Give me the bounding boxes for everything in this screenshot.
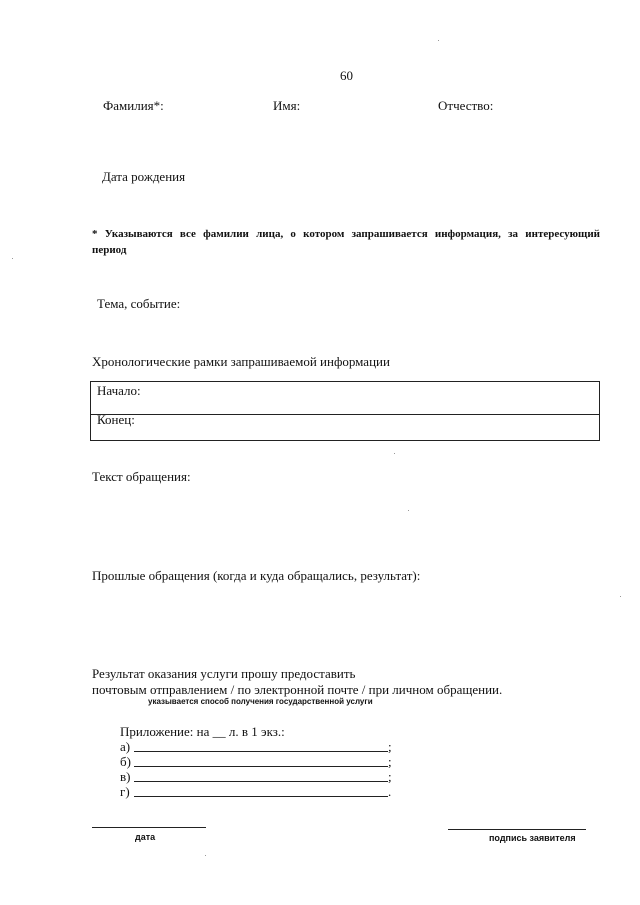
name-label: Имя:	[273, 98, 301, 113]
chrono-table	[90, 381, 600, 441]
previous-requests-label: Прошлые обращения (когда и куда обращались, результат):	[92, 568, 421, 583]
result-line-1: Результат оказания услуги прошу предоставить	[92, 666, 356, 681]
footnote-line-1: * Указываются все фамилии лица, о котором запрашивается информация, за интересующий	[92, 228, 600, 240]
result-hint: указывается способ получения государственной услуги	[148, 697, 373, 706]
birth-date-label: Дата рождения	[102, 169, 186, 184]
attachment-item-end: .	[388, 784, 392, 799]
attachment-line[interactable]	[134, 751, 388, 752]
applicant-signature-caption: подпись заявителя	[489, 833, 576, 843]
attachment-item-end: ;	[388, 739, 392, 754]
chrono-start-label: Начало:	[97, 383, 141, 398]
patronymic-label: Отчество:	[438, 98, 494, 113]
result-line-2: почтовым отправлением / по электронной почте / при личном обращении.	[92, 682, 503, 697]
attachment-item-end: ;	[388, 754, 392, 769]
page-number: 60	[340, 68, 353, 83]
chrono-end-row[interactable]	[91, 411, 599, 443]
footnote-line-2: период	[92, 244, 127, 256]
attachment-item-letter: г)	[120, 784, 130, 799]
attachment-title: Приложение: на __ л. в 1 экз.:	[120, 724, 285, 739]
scan-speck	[620, 596, 621, 597]
attachment-line[interactable]	[134, 796, 388, 797]
surname-label: Фамилия*:	[103, 98, 164, 113]
chrono-title: Хронологические рамки запрашиваемой информации	[92, 354, 390, 369]
scan-speck	[438, 40, 439, 41]
date-signature-line[interactable]	[92, 827, 206, 828]
attachment-line[interactable]	[134, 766, 388, 767]
attachment-item-letter: а)	[120, 739, 131, 754]
request-text-label: Текст обращения:	[92, 469, 191, 484]
attachment-item-end: ;	[388, 769, 392, 784]
chrono-end-label: Конец:	[97, 412, 135, 427]
attachment-item-letter: в)	[120, 769, 131, 784]
scan-speck	[12, 258, 13, 259]
attachment-item-letter: б)	[120, 754, 131, 769]
topic-label: Тема, событие:	[97, 296, 181, 311]
scan-speck	[394, 453, 395, 454]
date-caption: дата	[135, 832, 156, 842]
attachment-line[interactable]	[134, 781, 388, 782]
scan-speck	[408, 510, 409, 511]
applicant-signature-line[interactable]	[448, 829, 586, 830]
scan-speck	[205, 855, 206, 856]
